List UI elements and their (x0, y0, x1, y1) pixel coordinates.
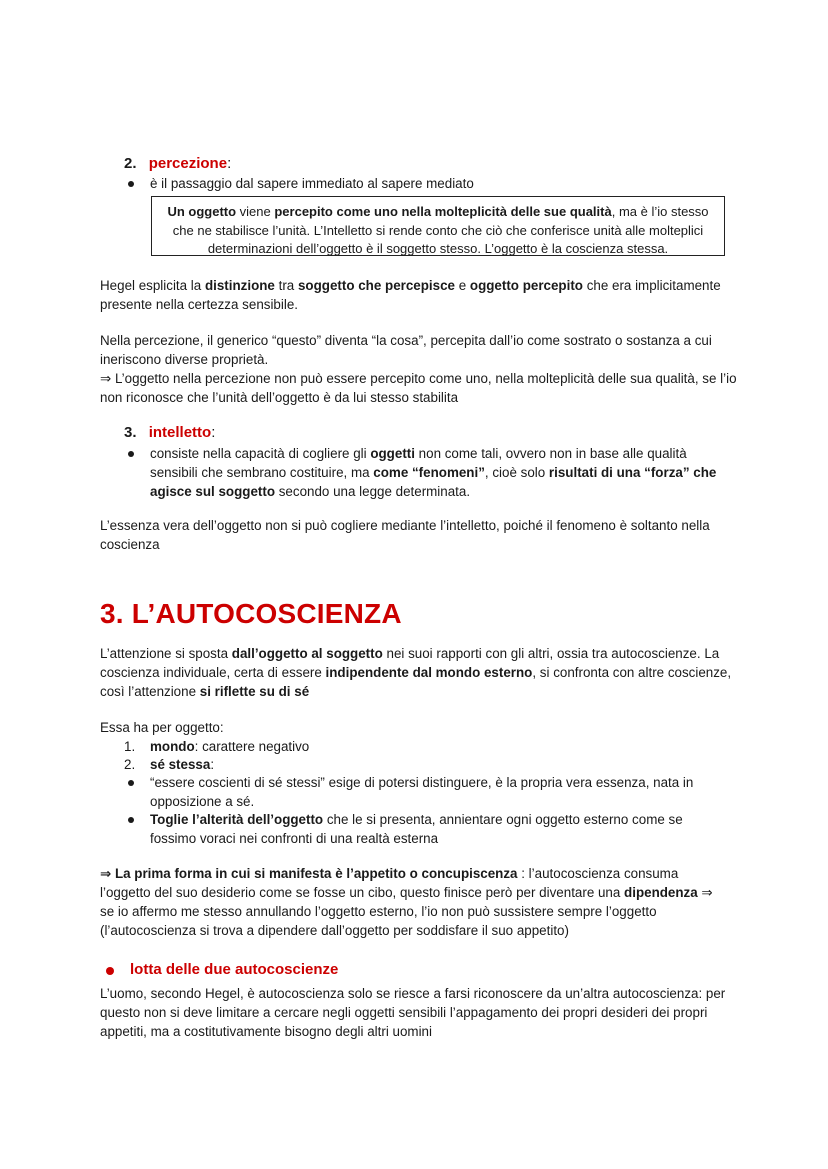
text-span: consiste nella capacità di cogliere gli (150, 446, 371, 461)
paragraph-percezione (100, 331, 740, 407)
paragraph-lotta: L’uomo, secondo Hegel, è autocoscienza solo se riesce a farsi riconoscere da un’altra autocoscienza: per questo non si deve limitare a cercare negli oggetti sensibili l’appagamento dei propri desideri dei propri appetiti, ma a costitutivamente bisogno degli altri uomini (100, 986, 726, 1039)
text-span: che era implicitamente presente nella certezza sensibile. (100, 278, 721, 312)
text-span: secondo una legge determinata. (275, 484, 471, 499)
text-span: e (455, 278, 470, 293)
bold-span: si riflette su di sé (199, 684, 310, 699)
bold-span: come “fenomeni” (373, 465, 485, 480)
paragraph-distinzione (100, 276, 740, 314)
list-item (150, 737, 309, 756)
text-span: Hegel esplicita la (100, 278, 205, 293)
definition-box (151, 196, 725, 256)
paragraph-appetito (100, 864, 728, 940)
bullet-text (150, 810, 730, 848)
heading-colon: : (227, 155, 232, 172)
bold-span: indipendente dal mondo esterno (325, 665, 533, 680)
text-span: L’attenzione si sposta (100, 646, 232, 661)
list-number: 2. (124, 155, 137, 172)
list-item (150, 755, 214, 774)
text-span: , cioè solo (484, 465, 549, 480)
text-span: nei suoi rapporti con gli altri, ossia tra autocoscienze. La coscienza individuale, certa di essere (100, 646, 720, 680)
subsection-heading: lotta delle due autocoscienze (130, 961, 339, 978)
text-span: , si confronta con altre coscienze, così l’attenzione (100, 665, 732, 699)
heading-title: percezione (148, 155, 228, 172)
bullet-text (150, 444, 725, 501)
section-heading-intelletto (124, 424, 215, 441)
bullet-icon (128, 780, 134, 786)
box-bold: percepito come uno nella molteplicità delle sue qualità (274, 204, 612, 219)
text-span: tra (274, 278, 298, 293)
list-number: 2. (124, 757, 136, 772)
text-span: : l’autocoscienza consuma l’oggetto del suo desiderio come se fosse un cibo, questo finisce però per diventare una (100, 866, 679, 900)
heading-colon: : (211, 424, 216, 441)
bold-span: dall’oggetto al soggetto (231, 646, 383, 661)
text-line: ⇒ L’oggetto nella percezione non può essere percepito come uno, nella molteplicità delle sua qualità, se l’io non riconosce che l’unità dell’oggetto è da lui stesso stabilita (100, 371, 737, 405)
text-span: : (210, 757, 215, 772)
bold-span: oggetto percepito (469, 278, 583, 293)
text-span: : carattere negativo (194, 739, 310, 754)
text-span: che le si presenta, annientare ogni oggetto esterno come se fossimo voraci nei confronti di una realtà esterna (150, 812, 683, 846)
heading-title: intelletto (148, 424, 212, 441)
bullet-text: “essere coscienti di sé stessi” esige di potersi distinguere, è la propria vera essenza, nata in opposizione a sé. (150, 775, 694, 809)
bullet-icon (128, 181, 134, 187)
box-bold: Un oggetto (167, 204, 237, 219)
bold-span: ⇒ La prima forma in cui si manifesta è l’appetito o concupiscenza (100, 866, 518, 881)
box-text: , ma è l’io stesso che ne stabilisce l’unità. L’Intelletto si rende conto che ciò che conferisce unità alle molteplici determinazioni dell’oggetto è il soggetto stesso. L’oggetto è la coscienza stessa. (172, 204, 709, 256)
bold-span: distinzione (204, 278, 275, 293)
paragraph-autocoscienza (100, 644, 740, 701)
bold-span: risultati di una “forza” che agisce sul soggetto (150, 465, 717, 499)
red-bullet-icon (106, 967, 114, 975)
text-span: non come tali, ovvero non in base alle qualità sensibili che sembrano costituire, ma (150, 446, 687, 480)
bold-span: dipendenza (624, 885, 698, 900)
bold-span: Toglie l’alterità dell’oggetto (150, 812, 324, 827)
bold-span: soggetto che percepisce (297, 278, 455, 293)
list-number: 1. (124, 739, 136, 754)
bullet-text: è il passaggio dal sapere immediato al sapere mediato (150, 176, 474, 191)
list-number: 3. (124, 424, 137, 441)
bold-span: sé stessa (150, 757, 211, 772)
page-title: 3. L’AUTOCOSCIENZA (100, 598, 402, 629)
section-heading-percezione (124, 155, 231, 172)
bold-span: oggetti (370, 446, 415, 461)
bullet-icon (128, 817, 134, 823)
paragraph-essenza: L’essenza vera dell’oggetto non si può cogliere mediante l’intelletto, poiché il fenomeno è soltanto nella coscienza (100, 518, 710, 552)
text-line: Nella percezione, il generico “questo” diventa “la cosa”, percepita dall’io come sostrato o sostanza a cui ineriscono diverse proprietà. (100, 333, 712, 367)
text-span: ⇒ se io affermo me stesso annullando l’oggetto esterno, l’io non può sussistere sempre l’oggetto (l’autocoscienza si trova a dipendere dall’oggetto per soddisfare il suo appetito) (100, 885, 713, 938)
bullet-icon (128, 451, 134, 457)
bold-span: mondo (150, 739, 195, 754)
box-text: viene (236, 204, 275, 219)
paragraph-oggetto-intro: Essa ha per oggetto: (100, 720, 224, 735)
